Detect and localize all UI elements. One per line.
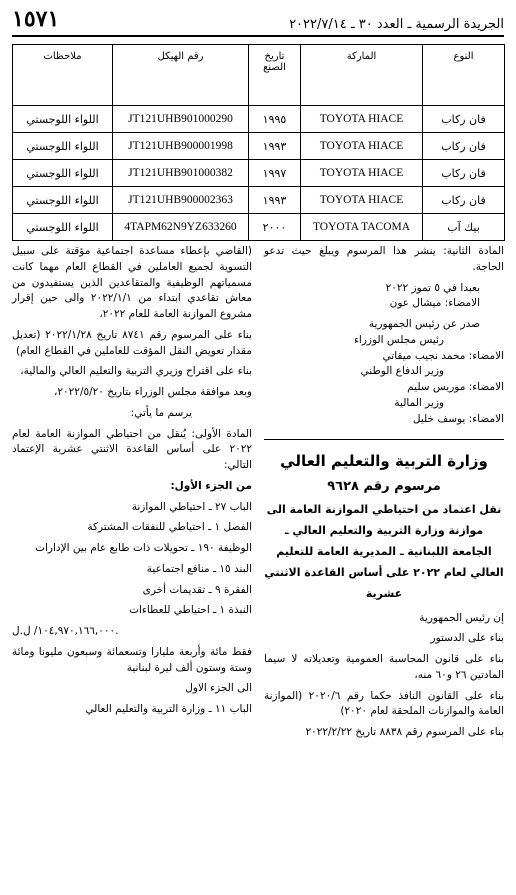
cell-type: بيك آب bbox=[423, 214, 505, 241]
cell-chassis: JT121UHB900002363 bbox=[113, 187, 249, 214]
gazette-title: الجريدة الرسمية ـ العدد ٣٠ ـ ٢٠٢٢/٧/١٤ bbox=[289, 17, 504, 32]
table-row bbox=[13, 187, 505, 214]
amount: ١٠٤,٩٧٠,١٦٦,٠٠٠/ ل.ل. bbox=[12, 625, 119, 637]
pm-signature: الامضاء: محمد نجيب ميقاتي bbox=[382, 349, 504, 362]
decree-reference: بناء على المرسوم رقم ٨٨٣٨ تاريخ ٢٠٢٢/٢/٢٢ bbox=[305, 726, 504, 739]
paragraph-4: وبعد موافقة مجلس الوزراء بتاريخ ٢٠٢٢/٥/٢٠، bbox=[54, 386, 252, 398]
budget-line-4: البند ١٥ ـ منافع اجتماعية bbox=[146, 562, 252, 575]
law-reference-2: بناء على القانون النافذ حكما رقم ٢٠٢٠/٦ (الموازنة العامة والموازنات الملحقة لعام ٢٠٢٠) bbox=[264, 689, 504, 718]
finance-minister-signature: الامضاء: يوسف خليل bbox=[412, 412, 504, 425]
law-reference-1: بناء على قانون المحاسبة العمومية وتعديلاته لا سيما المادتين ٢٦ و٦٠ منه، bbox=[264, 653, 504, 681]
table-row bbox=[13, 160, 505, 187]
paragraph-2: بناء على المرسوم رقم ٨٧٤١ تاريخ ٢٠٢٢/١/٢٨ (تعديل مقدار تعويض النقل المؤقت للعاملين في القطاع العام) bbox=[12, 328, 252, 357]
defense-minister-title: وزير الدفاع الوطني bbox=[360, 365, 444, 378]
cell-brand: TOYOTA HIACE bbox=[301, 133, 423, 160]
cell-chassis: JT121UHB901000382 bbox=[113, 160, 249, 187]
ministry-heading: وزارة التربية والتعليم العالي bbox=[264, 439, 504, 473]
president-line: إن رئيس الجمهورية bbox=[419, 611, 504, 624]
decree-subject: نقل اعتماد من احتياطي الموازنة العامة الى موازنة وزارة التربية والتعليم العالي ـ الجامعة اللبنانية ـ المديرية العامة للتعليم العالي لعام ٢٠٢٢ على أساس القاعدة الاثنتي عشرية bbox=[264, 503, 504, 600]
article-two: المادة الثانية: ينشر هذا المرسوم ويبلغ حيث تدعو الحاجة. bbox=[264, 245, 504, 273]
left-column bbox=[12, 244, 252, 723]
issued-by-line: صدر عن رئيس الجمهورية bbox=[368, 318, 480, 330]
ministers-signatures bbox=[264, 317, 504, 427]
cell-brand: TOYOTA HIACE bbox=[301, 160, 423, 187]
table-row bbox=[13, 214, 505, 241]
vehicles-table bbox=[12, 44, 505, 241]
budget-line-7: الباب ١١ ـ وزارة التربية والتعليم العالي bbox=[85, 703, 252, 715]
amount-in-words: فقط مائة وأربعة مليارا وتسعمائة وسبعون مليونا ومائة وستة وستون ألف ليرة لبنانية bbox=[12, 645, 252, 674]
table-row bbox=[13, 133, 505, 160]
constitution-line: بناء على الدستور bbox=[430, 632, 504, 645]
cell-type: فان ركاب bbox=[423, 106, 505, 133]
cell-notes: اللواء اللوجستي bbox=[13, 106, 113, 133]
paragraph-1: (القاضي بإعطاء مساعدة اجتماعية مؤقتة على سبيل التسوية لجميع العاملين في القطاع العام مهما كانت مسمياتهم الوظيفية والمتقاعدين الذين يستفيدون من معاش تقاعدي ابتداء من ٢٠٢٢/١/١ والى حين إقرار مشروع الموازنة العامة للعام ٢٠٢٢، bbox=[12, 245, 252, 320]
cell-type: فان ركاب bbox=[423, 133, 505, 160]
cell-notes: اللواء اللوجستي bbox=[13, 133, 113, 160]
budget-line-6: النبذة ١ ـ احتياطي للعطاءات bbox=[129, 604, 252, 617]
page-number: ١٥٧١ bbox=[12, 6, 60, 32]
cell-notes: اللواء اللوجستي bbox=[13, 214, 113, 241]
page-header bbox=[12, 6, 504, 37]
signature-block bbox=[264, 281, 504, 313]
cell-notes: اللواء اللوجستي bbox=[13, 187, 113, 214]
col-header-brand: الماركة bbox=[301, 45, 423, 106]
right-column bbox=[264, 244, 504, 746]
col-header-type: النوع bbox=[423, 45, 505, 106]
part-one-to: الى الجزء الاول bbox=[185, 682, 252, 695]
col-header-chassis: رقم الهيكل bbox=[113, 45, 249, 106]
president-signature: الامضاء: ميشال عون bbox=[389, 297, 480, 310]
cell-year: ١٩٩٥ bbox=[249, 106, 301, 133]
cell-chassis: 4TAPM62N9YZ633260 bbox=[113, 214, 249, 241]
cell-year: ٢٠٠٠ bbox=[249, 214, 301, 241]
cell-year: ١٩٩٧ bbox=[249, 160, 301, 187]
cell-type: فان ركاب bbox=[423, 187, 505, 214]
cell-year: ١٩٩٣ bbox=[249, 133, 301, 160]
part-one-from: من الجزء الأول: bbox=[170, 479, 252, 492]
cell-brand: TOYOTA HIACE bbox=[301, 187, 423, 214]
budget-line-5: الفقرة ٩ ـ تقديمات أخرى bbox=[142, 583, 252, 596]
cell-notes: اللواء اللوجستي bbox=[13, 160, 113, 187]
budget-line-2: الفصل ١ ـ احتياطي للنفقات المشتركة bbox=[87, 521, 252, 534]
col-header-year: تاريخ الصنع bbox=[249, 45, 301, 106]
budget-line-1: الباب ٢٧ ـ احتياطي الموازنة bbox=[131, 500, 252, 513]
pm-title: رئيس مجلس الوزراء bbox=[353, 333, 444, 346]
cell-brand: TOYOTA HIACE bbox=[301, 106, 423, 133]
date-line: بعبدا في ٥ تموز ٢٠٢٢ bbox=[385, 281, 480, 294]
table-row bbox=[13, 106, 505, 133]
col-header-notes: ملاحظات bbox=[13, 45, 113, 106]
finance-minister-title: وزير المالية bbox=[394, 396, 444, 409]
budget-line-3: الوظيفة ١٩٠ ـ تحويلات ذات طابع عام بين الإدارات bbox=[35, 542, 252, 554]
cell-chassis: JT121UHB901000290 bbox=[113, 106, 249, 133]
cell-type: فان ركاب bbox=[423, 160, 505, 187]
article-one: المادة الأولى: يُنقل من احتياطي الموازنة العامة لعام ٢٠٢٢ على أساس القاعدة الاثنتي عشرية الإعتماد التالي: bbox=[12, 427, 252, 471]
defense-minister-signature: الامضاء: موريس سليم bbox=[407, 381, 504, 393]
decree-formula: يرسم ما يأتي: bbox=[130, 406, 192, 419]
decree-number: مرسوم رقم ٩٦٢٨ bbox=[327, 478, 441, 494]
paragraph-3: بناء على اقتراح وزيري التربية والتعليم العالي والمالية، bbox=[20, 365, 252, 378]
cell-chassis: JT121UHB900001998 bbox=[113, 133, 249, 160]
table-header-row bbox=[13, 45, 505, 106]
cell-year: ١٩٩٣ bbox=[249, 187, 301, 214]
cell-brand: TOYOTA TACOMA bbox=[301, 214, 423, 241]
